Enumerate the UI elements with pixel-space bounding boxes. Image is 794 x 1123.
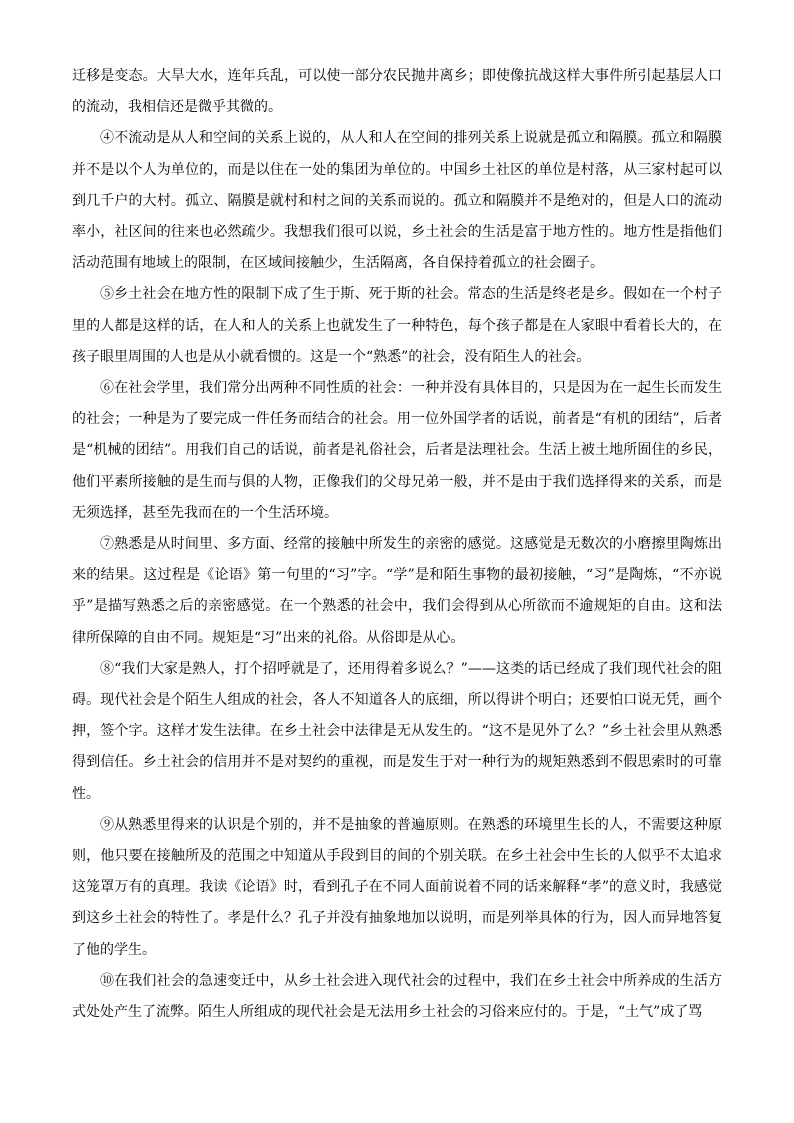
paragraph-7-familiarity: ⑦熟悉是从时间里、多方面、经常的接触中所发生的亲密的感觉。这感觉是无数次的小磨擦里陶炼出来的结果。这过程是《论语》第一句里的“习”字。“学”是和陌生事物的最初接触，“习”是陶炼，“不亦说乎”是描写熟悉之后的亲密感觉。在一个熟悉的社会中，我们会得到从心所欲而不逾规矩的自由。这和法律所保障的自由不同。规矩是“习”出来的礼俗。从俗即是从心。	[72, 536, 722, 646]
paragraph-migration-continued: 迁移是变态。大旱大水，连年兵乱，可以使一部分农民抛井离乡；即使像抗战这样大事件所引起基层人口的流动，我相信还是微乎其微的。	[72, 68, 722, 116]
paragraph-10-social-change: ⑩在我们社会的急速变迁中，从乡土社会进入现代社会的过程中，我们在乡土社会中所养成的生活方式处处产生了流弊。陌生人所组成的现代社会是无法用乡土社会的习俗来应付的。于是，“土气”成了骂	[72, 972, 722, 1021]
paragraph-8-trust: ⑧“我们大家是熟人，打个招呼就是了，还用得着多说么？”——这类的话已经成了我们现代社会的阻碍。现代社会是个陌生人组成的社会，各人不知道各人的底细，所以得讲个明白；还要怕口说无凭，画个押，签个字。这样才发生法律。在乡土社会中法律是无从发生的。“这不是见外了么？”乡土社会里从熟悉得到信任。乡土社会的信用并不是对契约的重视，而是发生于对一种行为的规矩熟悉到不假思索时的可靠性。	[72, 660, 722, 802]
paragraph-5-familiar-society: ⑤乡土社会在地方性的限制下成了生于斯、死于斯的社会。常态的生活是终老是乡。假如在一个村子里的人都是这样的话，在人和人的关系上也就发生了一种特色，每个孩子都是在人家眼中看着长大的，在孩子眼里周围的人也是从小就看惯的。这是一个“熟悉”的社会，没有陌生人的社会。	[72, 286, 722, 365]
paragraph-9-individual-knowledge: ⑨从熟悉里得来的认识是个别的，并不是抽象的普遍原则。在熟悉的环境里生长的人，不需要这种原则，他只要在接触所及的范围之中知道从手段到目的间的个别关联。在乡土社会中生长的人似乎不太追求这笼罩万有的真理。我读《论语》时，看到孔子在不同人面前说着不同的话来解释“孝”的意义时，我感觉到这乡土社会的特性了。孝是什么？孔子并没有抽象地加以说明，而是列举具体的行为，因人而异地答复了他的学生。	[72, 816, 722, 958]
document-page	[72, 61, 722, 1028]
paragraph-6-two-societies: ⑥在社会学里，我们常分出两种不同性质的社会：一种并没有具体目的，只是因为在一起生长而发生的社会；一种是为了要完成一件任务而结合的社会。用一位外国学者的话说，前者是“有机的团结”，后者是“机械的团结”。用我们自己的话说，前者是礼俗社会，后者是法理社会。生活上被土地所囿住的乡民，他们平素所接触的是生而与俱的人物，正像我们的父母兄弟一般，并不是由于我们选择得来的关系，而是无须选择，甚至先我而在的一个生活环境。	[72, 380, 722, 521]
paragraph-4-isolation: ④不流动是从人和空间的关系上说的，从人和人在空间的排列关系上说就是孤立和隔膜。孤立和隔膜并不是以个人为单位的，而是以住在一处的集团为单位的。中国乡土社区的单位是村落，从三家村起可以到几千户的大村。孤立、隔膜是就村和村之间的关系而说的。孤立和隔膜并不是绝对的，但是人口的流动率小，社区间的往来也必然疏少。我想我们很可以说，乡土社会的生活是富于地方性的。地方性是指他们活动范围有地域上的限制，在区域间接触少，生活隔离，各自保持着孤立的社会圈子。	[72, 130, 722, 272]
